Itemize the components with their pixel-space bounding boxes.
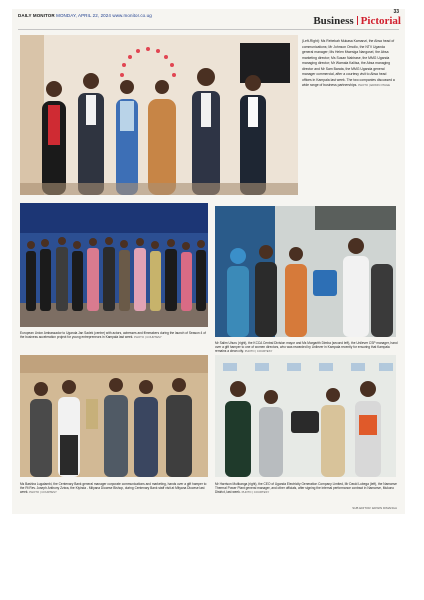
section-title bbox=[313, 15, 401, 27]
section-divider bbox=[357, 16, 358, 25]
caption-text: (Left-Right): Ms Rebekah Mukasa Kamanzi, the Absa head of communications; Mr Johnson Omollo, the NTV Uganda general manager; Ms Helen Mwesiga Nangosel, the Absa marketing director; Ms Susan Nabirase, the MMG Uganda managing director; Mr Wamala Kaliisa, the Absa managing director and Mr Sam Barata, the MMG Uganda general manager commercial, after a courtesy visit to Absa head offices in Kampala last week. The two companies discussed a wide range of business partnerships. bbox=[302, 39, 395, 87]
photo-centenary-visit-graphic bbox=[20, 355, 208, 477]
section-name: Business bbox=[313, 15, 354, 27]
website[interactable]: www.monitor.co.ug bbox=[112, 13, 152, 18]
photo-unilever-hamper bbox=[215, 206, 396, 337]
photo-eu-launch bbox=[20, 203, 208, 327]
photo-credit: PHOTO | COURTESY bbox=[241, 490, 270, 494]
sub-editor-credit: SUB EDITOR: EDWIN DIMANGA bbox=[352, 506, 397, 510]
issue-date: MONDAY, APRIL 22, 2024 bbox=[56, 13, 111, 18]
photo-eu-launch-graphic bbox=[20, 203, 208, 327]
caption-eu-launch bbox=[20, 331, 210, 351]
masthead-bar bbox=[12, 9, 405, 29]
photo-centenary-visit bbox=[20, 355, 208, 477]
caption-text: Mr Salim Uhuru (right), the KCCA Central Division mayor and Ms Margarith Dimba (second left), the Unilever CSP manager, hand over a gift hamper to one of women directors, who was rewarded by Unilever in Kampala recently for ensuring that Kampala remains a clean city. bbox=[215, 341, 398, 353]
page-number: 33 bbox=[393, 9, 399, 15]
caption-text: European Union Ambassador to Uganda Jan Sadek (centre) with actors, actresses and filmmakers during the launch of Season 4 of the business acceleration project for young entrepreneurs in Kampala last week. bbox=[20, 331, 206, 339]
newspaper-page bbox=[12, 9, 405, 514]
caption-unilever-hamper bbox=[215, 341, 400, 355]
photo-absa-visit bbox=[20, 35, 298, 195]
photo-uegcl-signing bbox=[215, 355, 396, 477]
photo-absa-visit-graphic bbox=[20, 35, 298, 195]
photo-credit: PHOTO | COURTESY bbox=[134, 335, 162, 339]
caption-text: Mr Harrison Mutikanga (right), the CEO of Uganda Electricity Generation Company Limited, Mr David Lubega (left), the Namanve Thermal Power Plant general manager, and other officials, after signing the internal performance contract in Namanve, Mukono District, last week. bbox=[215, 482, 397, 494]
masthead-left bbox=[18, 13, 152, 18]
photo-credit: PHOTO | COURTESY bbox=[29, 490, 57, 494]
publication-name: DAILY MONITOR bbox=[18, 13, 55, 18]
photo-credit: PHOTO | EDWIN OTAGE bbox=[358, 83, 391, 87]
caption-text: Ms Bashira Lugalambi, the Centenary Bank general manager corporate communications and marketing, hands over a gift hamper to the Rt Rev. Joseph Anthony Zziwa, the Kiyinda - Mityana Diocese Bishop, during Centenary Bank staff visit at Mityana Diocese last week. bbox=[20, 482, 207, 494]
caption-centenary-visit bbox=[20, 482, 210, 502]
photo-uegcl-signing-graphic bbox=[215, 355, 396, 477]
photo-unilever-hamper-graphic bbox=[215, 206, 396, 337]
subsection-name: Pictorial bbox=[360, 15, 401, 27]
caption-uegcl-signing bbox=[215, 482, 400, 502]
photo-credit: PHOTO | COURTESY bbox=[244, 349, 273, 353]
header-rule bbox=[18, 29, 399, 30]
caption-absa-visit bbox=[302, 39, 395, 199]
